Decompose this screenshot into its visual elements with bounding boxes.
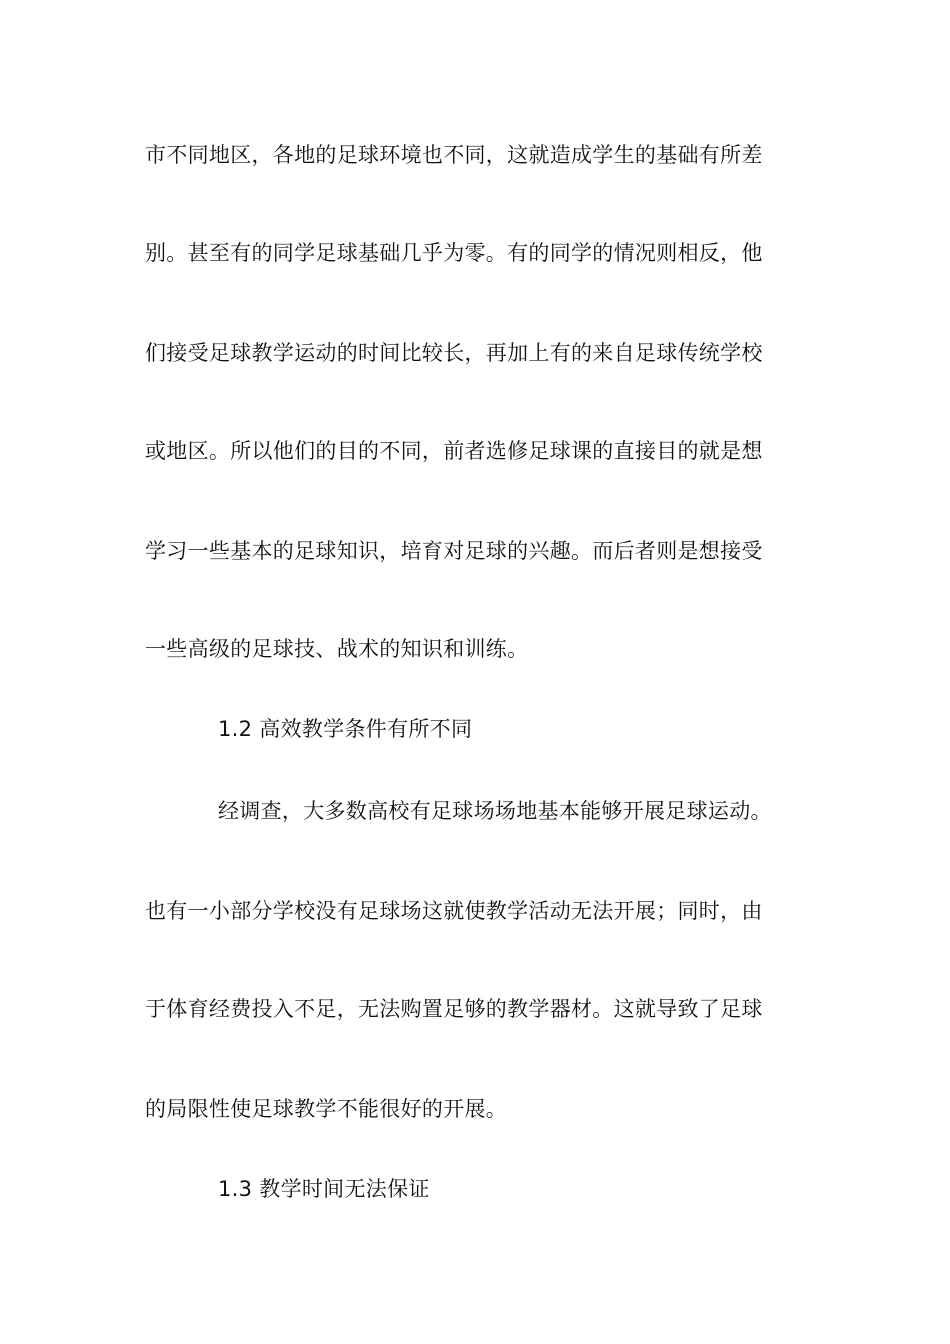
paragraph-line: 们接受足球教学运动的时间比较长，再加上有的来自足球传统学校 — [145, 341, 763, 365]
paragraph-line: 市不同地区，各地的足球环境也不同，这就造成学生的基础有所差 — [145, 143, 763, 167]
paragraph-line: 一些高级的足球技、战术的知识和训练。 — [145, 637, 529, 661]
paragraph-line: 学习一些基本的足球知识，培育对足球的兴趣。而后者则是想接受 — [145, 539, 763, 563]
paragraph-line: 经调查，大多数高校有足球场场地基本能够开展足球运动。 — [218, 799, 772, 823]
section-heading-1-3: 1.3 教学时间无法保证 — [218, 1177, 430, 1201]
paragraph-line: 或地区。所以他们的目的不同，前者选修足球课的直接目的就是想 — [145, 439, 763, 463]
paragraph-line: 于体育经费投入不足，无法购置足够的教学器材。这就导致了足球 — [145, 997, 763, 1021]
paragraph-line: 别。甚至有的同学足球基础几乎为零。有的同学的情况则相反，他 — [145, 241, 763, 265]
paragraph-line: 的局限性使足球教学不能很好的开展。 — [145, 1097, 508, 1121]
section-heading-1-2: 1.2 高效教学条件有所不同 — [218, 717, 473, 741]
paragraph-line: 也有一小部分学校没有足球场这就使教学活动无法开展；同时，由 — [145, 899, 763, 923]
